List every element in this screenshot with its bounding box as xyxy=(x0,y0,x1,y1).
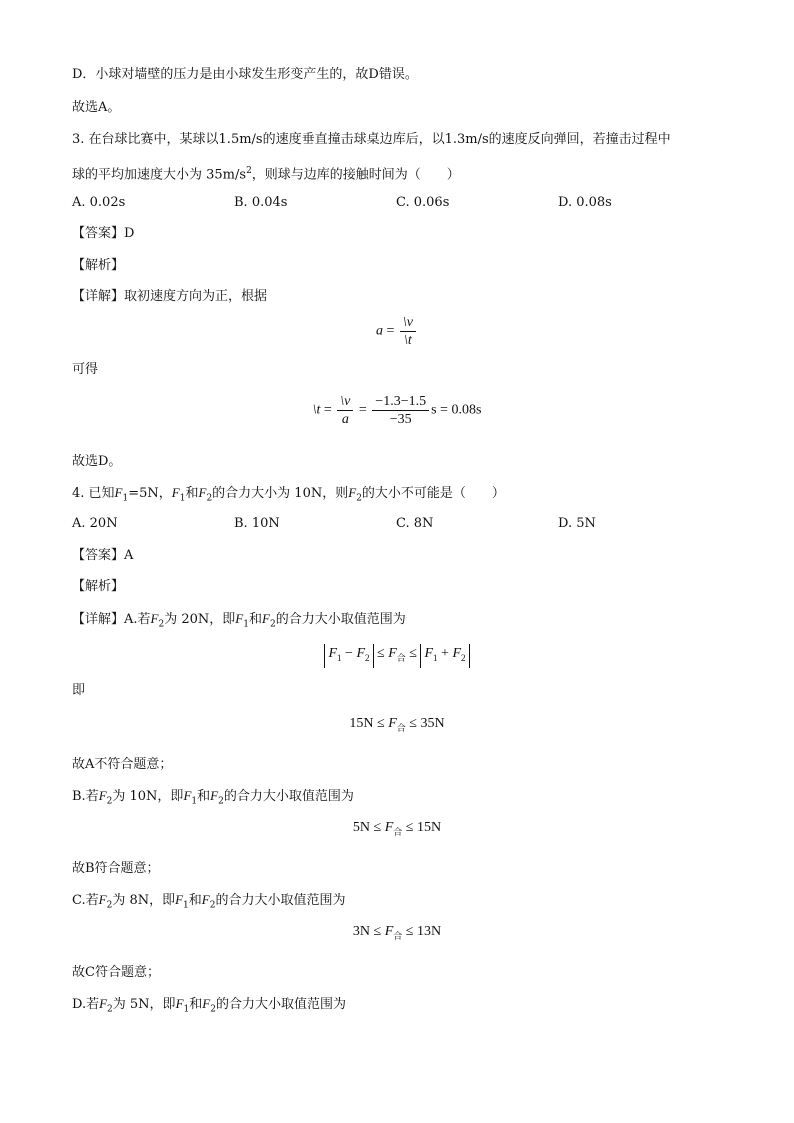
q3-conclusion: 故选D。 xyxy=(72,454,122,469)
question-4: 4. 已知$F_1=5N$，$F_1$和$F_2$的合力大小为 10N，则$F_2$的大小不可能是（ ） xyxy=(72,485,505,504)
question-3-line1: 3. 在台球比赛中，某球以1.5m/s的速度垂直撞击球桌边库后，以1.3m/s的速度反向弹回，若撞击过程中 xyxy=(72,132,671,147)
q4-answer: 【答案】A xyxy=(72,548,134,563)
question-3-line2: 球的平均加速度大小为 $35m/s^2$，则球与边库的接触时间为（ ） xyxy=(72,166,460,183)
q4-conclusion-a: 故A不符合题意； xyxy=(72,757,173,772)
equation-force-range: $F_1 - F_2 \le F_合 \le F_1 + F_2$ xyxy=(0,644,794,668)
q4-option-d: D. 5N xyxy=(558,516,596,531)
q4-conclusion-c: 故C符合题意； xyxy=(72,965,160,980)
equation-range-c: $3N \le F_合 \le 13N$ xyxy=(352,924,442,941)
q4-detail-a: 【详解】A.若$F_2$为 20N，即$F_1$和$F_2$的合力大小取值范围为 xyxy=(72,611,406,630)
q3-option-d: D. 0.08s xyxy=(558,195,612,210)
q3-option-c: C. 0.06s xyxy=(396,195,450,210)
q3-detail: 【详解】取初速度方向为正，根据 xyxy=(72,289,268,304)
text-d-conclusion: D．小球对墙壁的压力是由小球发生形变产生的，故D错误。 xyxy=(72,67,418,82)
q3-option-a: A. 0.02s xyxy=(72,195,126,210)
q3-analysis-label: 【解析】 xyxy=(72,258,125,273)
q4-conclusion-b: 故B符合题意； xyxy=(72,861,160,876)
q3-answer: 【答案】D xyxy=(72,226,135,241)
text-ji: 即 xyxy=(72,683,86,698)
q4-analysis-label: 【解析】 xyxy=(72,579,125,594)
q4-detail-d: D.若$F_2$为 5N，即$F_1$和$F_2$的合力大小取值范围为 xyxy=(72,996,346,1015)
q4-option-b: B. 10N xyxy=(234,516,280,531)
equation-range-b: $5N \le F_合 \le 15N$ xyxy=(352,820,442,837)
q4-detail-b: B.若$F_2$为 10N，即$F_1$和$F_2$的合力大小取值范围为 xyxy=(72,788,354,807)
q4-option-c: C. 8N xyxy=(396,516,434,531)
q4-option-a: A. 20N xyxy=(72,516,118,531)
equation-range-a: $15N \le F_合 \le 35N$ xyxy=(349,716,445,733)
equation-acceleration: a = $\frac{\backslash v}{\backslash t}$ xyxy=(0,314,794,349)
q3-option-b: B. 0.04s xyxy=(234,195,288,210)
equation-time: \t = $\frac{\backslash v}{a}$ = $\frac{-1.3-1.5}{-35}$ s = 0.08s xyxy=(312,394,482,427)
text-select-a: 故选A。 xyxy=(72,100,121,115)
q4-detail-c: C.若$F_2$为 8N，即$F_1$和$F_2$的合力大小取值范围为 xyxy=(72,892,346,911)
text-kede: 可得 xyxy=(72,362,99,377)
